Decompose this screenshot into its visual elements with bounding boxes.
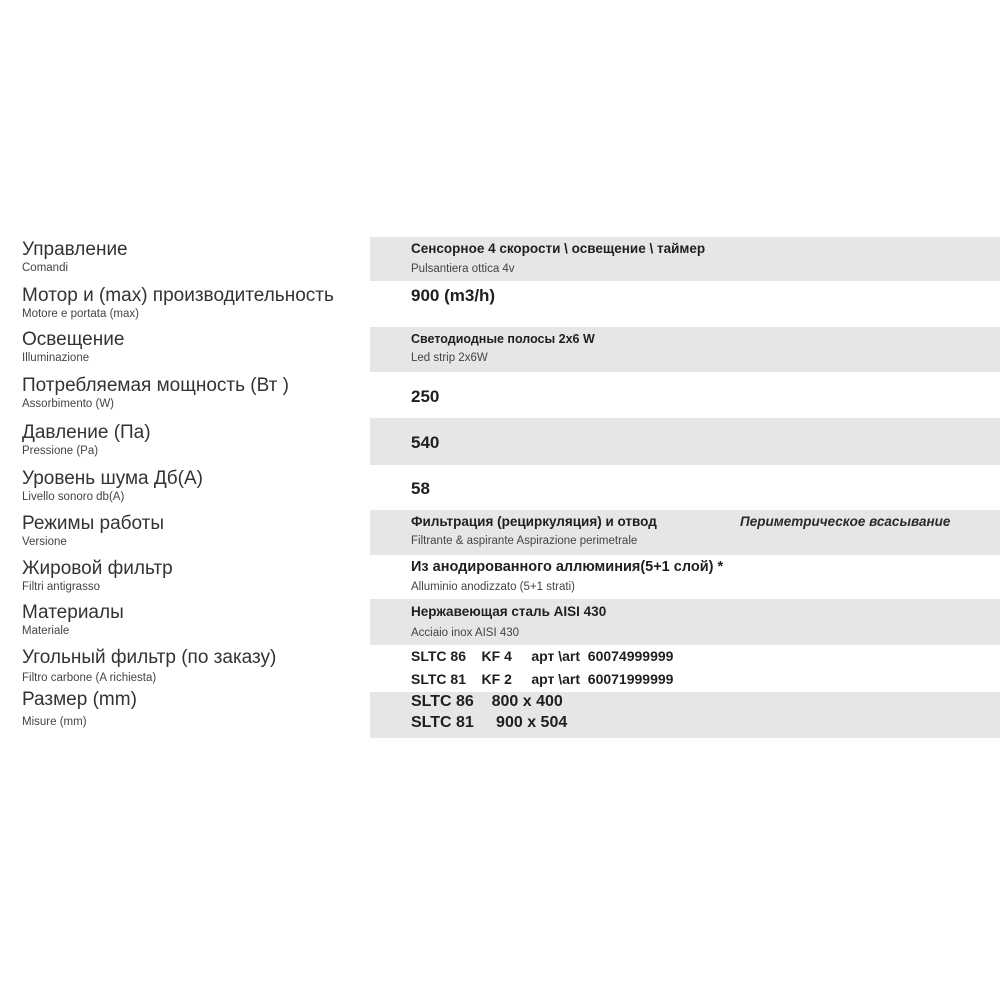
label-ru: Жировой фильтр: [22, 558, 173, 579]
label-ru: Потребляемая мощность (Вт ): [22, 375, 289, 396]
value-main: 58: [411, 479, 430, 498]
spec-row-lighting: [0, 327, 1000, 372]
value-sub: Led strip 2x6W: [411, 352, 488, 364]
label-it: Misure (mm): [22, 716, 87, 728]
spec-row-grease-filter: [0, 555, 1000, 599]
row-label: [22, 237, 367, 281]
value-sub: Alluminio anodizzato (5+1 strati): [411, 581, 575, 593]
label-it: Comandi: [22, 262, 69, 274]
label-ru: Освещение: [22, 329, 125, 350]
row-value: [370, 692, 1000, 738]
label-it: Livello sonoro db(A): [22, 491, 125, 503]
value-second: SLTC 81 KF 2 арт \art 60071999999: [411, 671, 674, 687]
row-value: [370, 372, 1000, 418]
row-value: [370, 465, 1000, 510]
label-ru: Управление: [22, 239, 128, 260]
label-it: Materiale: [22, 625, 70, 637]
label-ru: Материалы: [22, 602, 124, 623]
value-extra: Периметрическое всасывание: [740, 514, 951, 529]
spec-row-pressure: [0, 418, 1000, 465]
row-value: [370, 237, 1000, 281]
label-it: Filtri antigrasso: [22, 581, 100, 593]
value-main: SLTC 86 800 x 400: [411, 693, 563, 710]
value-main: Светодиодные полосы 2x6 W: [411, 332, 595, 346]
spec-row-materials: [0, 599, 1000, 645]
value-sub: Acciaio inox AISI 430: [411, 627, 520, 639]
row-label: [22, 465, 367, 510]
label-it: Filtro carbone (A richiesta): [22, 672, 157, 684]
label-ru: Мотор и (max) производительность: [22, 285, 334, 306]
value-main: 900 (m3/h): [411, 286, 496, 305]
row-value: [370, 281, 1000, 327]
row-label: [22, 645, 367, 692]
value-main: Из анодированного аллюминия(5+1 слой) *: [411, 559, 724, 575]
row-label: [22, 599, 367, 645]
row-value: [370, 555, 1000, 599]
value-second: SLTC 81 900 x 504: [411, 714, 568, 731]
label-it: Illuminazione: [22, 352, 90, 364]
label-ru: Давление (Па): [22, 422, 151, 443]
row-value: [370, 510, 1000, 555]
value-sub: Filtrante & aspirante Aspirazione perimetrale: [411, 535, 638, 547]
row-value: [370, 645, 1000, 692]
row-value: [370, 599, 1000, 645]
row-label: [22, 418, 367, 465]
label-it: Assorbimento (W): [22, 398, 115, 410]
row-value: [370, 327, 1000, 372]
value-main: 540: [411, 433, 440, 452]
spec-row-modes: [0, 510, 1000, 555]
spec-row-controls: [0, 237, 1000, 281]
spec-row-noise: [0, 465, 1000, 510]
label-it: Pressione (Pa): [22, 445, 99, 457]
row-label: [22, 372, 367, 418]
value-sub: Pulsantiera ottica 4v: [411, 263, 515, 275]
row-label: [22, 327, 367, 372]
row-label: [22, 281, 367, 327]
spec-row-motor: [0, 281, 1000, 327]
row-label: [22, 555, 367, 599]
spec-row-power: [0, 372, 1000, 418]
row-label: [22, 689, 367, 738]
label-it: Motore e portata (max): [22, 308, 139, 320]
label-ru: Размер (mm): [22, 689, 137, 710]
spec-row-dimensions: [0, 689, 1000, 738]
value-main: Сенсорное 4 скорости \ освещение \ таймер: [411, 241, 706, 256]
value-main: Фильтрация (рециркуляция) и отвод: [411, 514, 657, 529]
value-main: SLTC 86 KF 4 арт \art 60074999999: [411, 648, 674, 664]
spec-row-carbon-filter: [0, 645, 1000, 692]
row-value: [370, 418, 1000, 465]
label-ru: Режимы работы: [22, 513, 165, 534]
label-ru: Угольный фильтр (по заказу): [22, 647, 277, 668]
value-main: 250: [411, 387, 440, 406]
label-ru: Уровень шума Дб(А): [22, 468, 203, 489]
value-main: Нержавеющая сталь AISI 430: [411, 604, 607, 619]
label-it: Versione: [22, 536, 67, 548]
row-label: [22, 510, 367, 555]
